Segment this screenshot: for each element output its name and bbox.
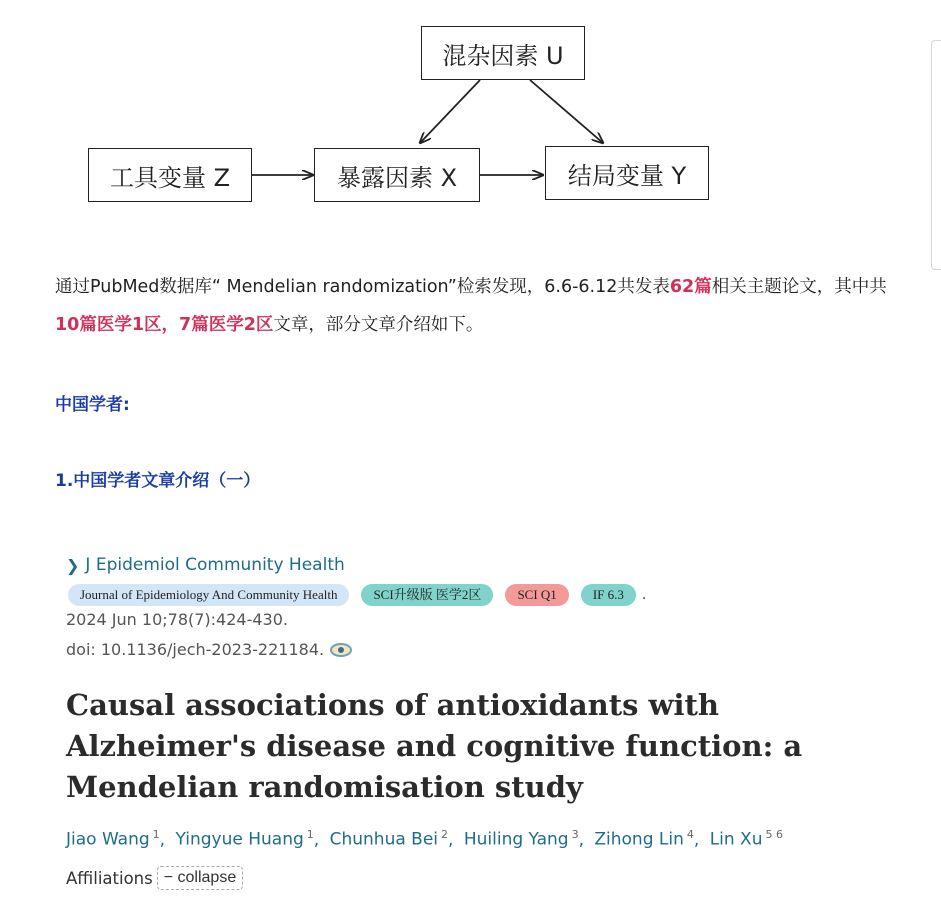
- article-heading: 1.中国学者文章介绍（一）: [55, 471, 261, 491]
- doi-line: [66, 640, 352, 659]
- article-count: 62篇: [669, 277, 712, 297]
- tag-impact-factor[interactable]: IF 6.3: [581, 584, 636, 606]
- doi-text[interactable]: doi: 10.1136/jech-2023-221184.: [66, 640, 325, 659]
- arrow-u-to-x: [420, 80, 480, 143]
- author-link[interactable]: Huiling Yang: [463, 829, 569, 850]
- publication-date: 2024 Jun 10;78(7):424-430.: [66, 610, 288, 629]
- article-title: Causal associations of antioxidants with Alzheimer's disease and cognitive function: a Mendelian randomisation study: [66, 688, 803, 804]
- exposure-box: 暴露因素 X: [314, 148, 480, 202]
- confounder-box: 混杂因素 U: [421, 26, 585, 80]
- affiliations-label: Affiliations: [66, 868, 153, 888]
- chevron-right-icon: ❯: [66, 555, 80, 575]
- author-list: Jiao Wang $^1$, Yingyue Huang $^1$, Chunhua Bei $^2$, Huiling Yang $^3$, Zihong Lin $^4$, Lin Xu $^{5 6}$: [66, 828, 783, 850]
- tag-journal-full[interactable]: Journal of Epidemiology And Community Health: [68, 584, 349, 606]
- instrument-box: 工具变量 Z: [88, 148, 252, 202]
- arrow-u-to-y: [530, 80, 603, 143]
- intro-paragraph: 通过PubMed数据库“ Mendelian randomization”检索发现，6.6-6.12共发表62篇相关主题论文，其中共10篇医学1区，7篇医学2区文章，部分文章介绍如下。: [55, 277, 887, 335]
- author-link[interactable]: Lin Xu: [709, 829, 763, 850]
- zone-counts: 10篇医学1区，7篇医学2区: [55, 315, 274, 335]
- author-link[interactable]: Jiao Wang: [66, 829, 150, 850]
- author-link[interactable]: Yingyue Huang: [175, 829, 304, 850]
- side-scroll-panel[interactable]: [931, 40, 941, 270]
- full-text-eye-icon[interactable]: [330, 643, 352, 657]
- author-link[interactable]: Chunhua Bei: [329, 829, 439, 850]
- section-heading: 中国学者:: [55, 395, 130, 415]
- affiliations-row: [66, 866, 243, 890]
- tag-sci-q[interactable]: SCI Q1: [505, 584, 568, 606]
- collapse-button[interactable]: − collapse: [157, 866, 244, 890]
- author-link[interactable]: Zihong Lin: [594, 829, 684, 850]
- journal-tags: [68, 584, 646, 606]
- outcome-box: 结局变量 Y: [545, 146, 709, 200]
- causal-diagram: [0, 0, 941, 240]
- tag-sci-zone[interactable]: SCI升级版 医学2区: [361, 584, 493, 606]
- journal-link[interactable]: ❯ J Epidemiol Community Health: [66, 555, 345, 575]
- tag-trailing-dot: .: [641, 587, 647, 603]
